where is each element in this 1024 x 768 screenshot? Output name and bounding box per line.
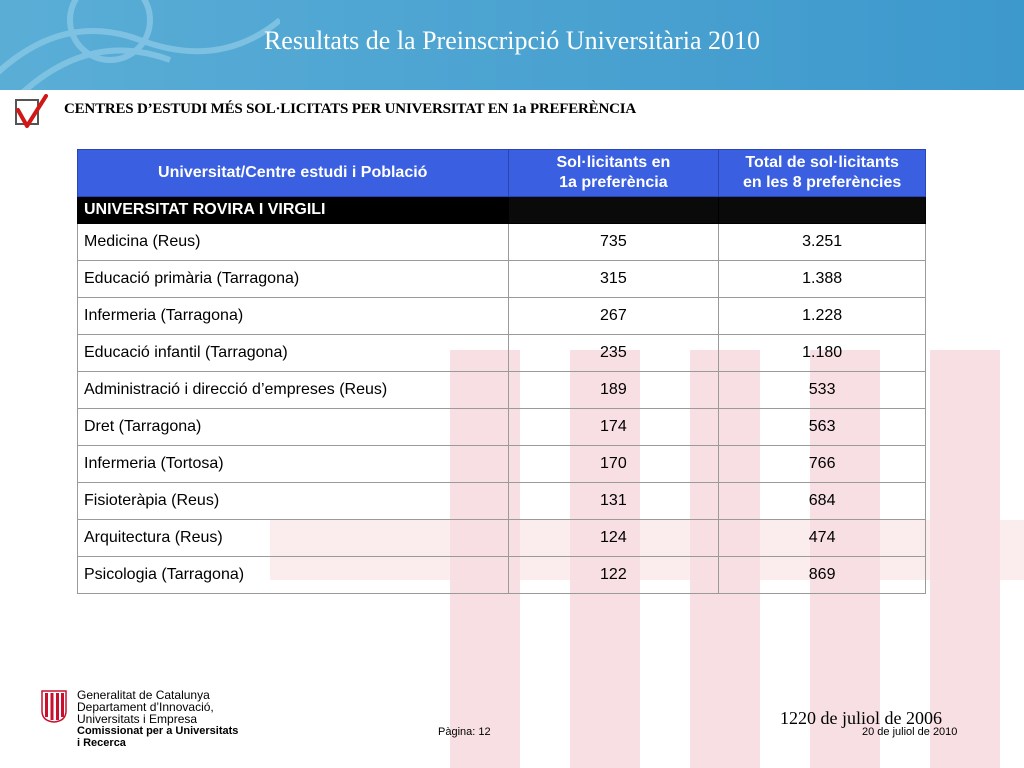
centre-cell: Educació infantil (Tarragona) bbox=[78, 335, 509, 372]
table-row bbox=[78, 557, 926, 594]
table-row bbox=[78, 520, 926, 557]
results-table bbox=[77, 149, 926, 594]
section-heading bbox=[14, 92, 1014, 132]
table-header-row bbox=[78, 150, 926, 197]
centre-cell: Psicologia (Tarragona) bbox=[78, 557, 509, 594]
footer-date-large: 1220 de juliol de 2006 bbox=[780, 708, 942, 728]
table-row bbox=[78, 446, 926, 483]
table-row bbox=[78, 483, 926, 520]
centre-cell: Administració i direcció d’empreses (Reus) bbox=[78, 372, 509, 409]
total-cell: 684 bbox=[719, 483, 926, 520]
org-line: Universitats i Empresa bbox=[77, 712, 198, 726]
org-bold-line: i Recerca bbox=[77, 737, 126, 749]
total-cell: 533 bbox=[719, 372, 926, 409]
total-cell: 563 bbox=[719, 409, 926, 446]
section-title: CENTRES D’ESTUDI MÉS SOL·LICITATS PER UNIVERSITAT EN 1a PREFERÈNCIA bbox=[64, 101, 637, 117]
header-total-preferences-line1: Total de sol·licitants bbox=[745, 154, 899, 171]
total-cell: 3.251 bbox=[719, 224, 926, 261]
table-row bbox=[78, 298, 926, 335]
org-bold-line: Comissionat per a Universitats bbox=[77, 725, 239, 737]
first-preference-cell: 189 bbox=[508, 372, 719, 409]
first-preference-cell: 267 bbox=[508, 298, 719, 335]
first-preference-cell: 170 bbox=[508, 446, 719, 483]
total-cell: 1.228 bbox=[719, 298, 926, 335]
table-row bbox=[78, 261, 926, 298]
total-cell: 1.388 bbox=[719, 261, 926, 298]
page-number: Pàgina: 12 bbox=[438, 726, 491, 738]
total-cell: 766 bbox=[719, 446, 926, 483]
table-row bbox=[78, 224, 926, 261]
header-first-preference bbox=[508, 150, 719, 197]
total-cell: 474 bbox=[719, 520, 926, 557]
header-first-preference-line2: 1a preferència bbox=[559, 174, 668, 191]
header-first-preference-line1: Sol·licitants en bbox=[556, 154, 671, 171]
footer-organization bbox=[77, 689, 238, 749]
header-band bbox=[0, 0, 1024, 90]
table-row bbox=[78, 372, 926, 409]
first-preference-cell: 315 bbox=[508, 261, 719, 298]
header-centre: Universitat/Centre estudi i Població bbox=[78, 150, 509, 197]
footer-date-small: 20 de juliol de 2010 bbox=[862, 726, 958, 738]
first-preference-cell: 235 bbox=[508, 335, 719, 372]
centre-cell: Infermeria (Tarragona) bbox=[78, 298, 509, 335]
total-cell: 1.180 bbox=[719, 335, 926, 372]
page-title: Resultats de la Preinscripció Universitària 2010 bbox=[263, 26, 761, 55]
total-cell: 869 bbox=[719, 557, 926, 594]
centre-cell: Fisioteràpia (Reus) bbox=[78, 483, 509, 520]
org-line: Generalitat de Catalunya bbox=[77, 688, 210, 702]
centre-cell: Medicina (Reus) bbox=[78, 224, 509, 261]
university-total-cell bbox=[719, 197, 926, 224]
university-name: UNIVERSITAT ROVIRA I VIRGILI bbox=[78, 197, 509, 224]
header-total-preferences bbox=[719, 150, 926, 197]
generalitat-logo-icon bbox=[40, 689, 68, 723]
first-preference-cell: 735 bbox=[508, 224, 719, 261]
centre-cell: Arquitectura (Reus) bbox=[78, 520, 509, 557]
centre-cell: Infermeria (Tortosa) bbox=[78, 446, 509, 483]
first-preference-cell: 174 bbox=[508, 409, 719, 446]
checkmark-icon bbox=[14, 94, 48, 130]
university-row bbox=[78, 197, 926, 224]
centre-cell: Educació primària (Tarragona) bbox=[78, 261, 509, 298]
first-preference-cell: 122 bbox=[508, 557, 719, 594]
table-row bbox=[78, 335, 926, 372]
university-first-cell bbox=[508, 197, 719, 224]
first-preference-cell: 124 bbox=[508, 520, 719, 557]
table-row bbox=[78, 409, 926, 446]
centre-cell: Dret (Tarragona) bbox=[78, 409, 509, 446]
first-preference-cell: 131 bbox=[508, 483, 719, 520]
header-total-preferences-line2: en les 8 preferències bbox=[742, 174, 902, 191]
org-line: Departament d’Innovació, bbox=[77, 700, 214, 714]
